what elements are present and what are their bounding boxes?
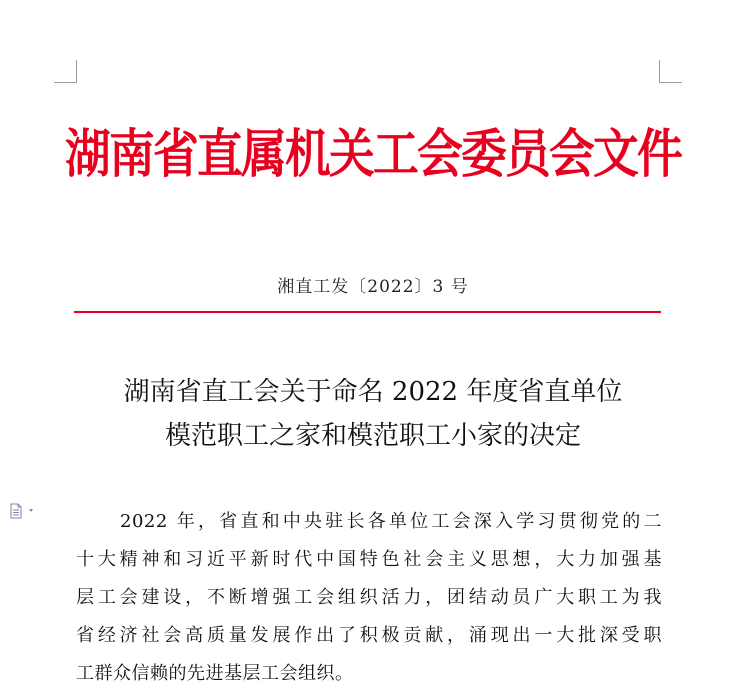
body-line-1: 2022 年，省直和中央驻长各单位工会深入学习贯彻党的二 — [120, 511, 662, 532]
document-title — [0, 370, 746, 458]
body-line-2: 十大精神和习近平新时代中国特色社会主义思想，大力加强基 — [76, 549, 662, 570]
document-icon[interactable] — [9, 503, 37, 519]
crop-mark-top-left — [54, 60, 77, 83]
title-line-2: 模范职工之家和模范职工小家的决定 — [164, 421, 581, 451]
crop-mark-top-right — [659, 60, 682, 83]
body-paragraph — [76, 503, 662, 693]
body-line-3: 层工会建设，不断增强工会组织活力，团结动员广大职工为我 — [76, 587, 662, 608]
red-divider-line — [74, 311, 661, 313]
body-line-5: 工群众信赖的先进基层工会组织。 — [76, 663, 354, 684]
body-line-4: 省经济社会高质量发展作出了积极贡献，涌现出一大批深受职 — [76, 625, 662, 646]
document-header — [0, 110, 746, 200]
document-number: 湘直工发〔2022〕3 号 — [277, 277, 469, 297]
document-header-text: 湖南省直属机关工会委员会文件 — [64, 125, 681, 185]
title-line-1: 湖南省直工会关于命名 2022 年度省直单位 — [123, 377, 623, 407]
